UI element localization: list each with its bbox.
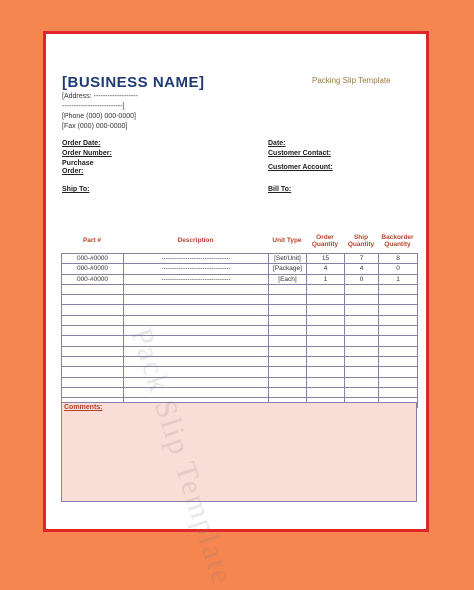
table-cell-back[interactable] (379, 284, 418, 294)
table-cell-unit[interactable] (269, 315, 307, 325)
table-cell-order[interactable] (307, 387, 345, 397)
table-cell-order[interactable] (307, 346, 345, 356)
table-cell-order[interactable] (307, 367, 345, 377)
table-cell-part[interactable] (62, 326, 124, 336)
table-row (62, 254, 418, 264)
table-cell-desc[interactable] (124, 295, 269, 305)
business-name: [BUSINESS NAME] (62, 74, 205, 91)
table-cell-order[interactable] (307, 284, 345, 294)
table-cell-desc[interactable] (124, 315, 269, 325)
table-cell-part[interactable]: 000-#0000 (62, 274, 124, 284)
table-cell-ship[interactable] (345, 387, 379, 397)
table-row (62, 356, 418, 366)
col-part-number: Part # (82, 237, 102, 244)
table-cell-part[interactable] (62, 346, 124, 356)
table-cell-ship[interactable] (345, 356, 379, 366)
table-cell-back[interactable]: 0 (379, 264, 418, 274)
table-cell-back[interactable]: 1 (379, 274, 418, 284)
table-cell-desc[interactable]: -------------------------------- (124, 254, 269, 264)
table-cell-desc[interactable] (124, 284, 269, 294)
table-cell-order[interactable]: 1 (307, 274, 345, 284)
items-table (61, 253, 418, 408)
table-cell-unit[interactable] (269, 356, 307, 366)
table-cell-unit[interactable]: [Each] (269, 274, 307, 284)
table-cell-ship[interactable] (345, 295, 379, 305)
table-row (62, 377, 418, 387)
table-cell-part[interactable]: 000-#0000 (62, 264, 124, 274)
col-ship-quantity: Ship Quantity (347, 234, 375, 248)
table-cell-ship[interactable] (345, 377, 379, 387)
table-row (62, 367, 418, 377)
table-row (62, 315, 418, 325)
table-cell-order[interactable] (307, 315, 345, 325)
comments-box[interactable] (61, 402, 417, 502)
customer-contact-label: Customer Contact: (268, 150, 332, 157)
table-cell-order[interactable]: 4 (307, 264, 345, 274)
table-cell-back[interactable] (379, 336, 418, 346)
ship-to-label: Ship To: (62, 186, 90, 193)
bill-to-label: Bill To: (268, 186, 292, 193)
table-cell-back[interactable] (379, 305, 418, 315)
table-cell-back[interactable] (379, 377, 418, 387)
col-order-quantity: Order Quantity (311, 234, 339, 248)
order-date-label: Order Date: (62, 140, 101, 147)
table-cell-order[interactable] (307, 305, 345, 315)
table-cell-ship[interactable] (345, 284, 379, 294)
table-cell-unit[interactable] (269, 305, 307, 315)
packing-slip-document (43, 31, 429, 590)
table-row (62, 295, 418, 305)
table-cell-ship[interactable]: 7 (345, 254, 379, 264)
table-row (62, 264, 418, 274)
table-cell-back[interactable] (379, 326, 418, 336)
purchase-order-label-1: Purchase (62, 160, 94, 167)
table-row (62, 274, 418, 284)
phone-number: [Phone (000) 000-0000] (62, 113, 136, 120)
table-row (62, 305, 418, 315)
table-cell-unit[interactable]: [Package] (269, 264, 307, 274)
table-cell-desc[interactable]: -------------------------------- (124, 274, 269, 284)
table-cell-part[interactable] (62, 295, 124, 305)
table-cell-order[interactable] (307, 377, 345, 387)
table-cell-ship[interactable] (345, 305, 379, 315)
purchase-order-label-2: Order: (62, 168, 84, 175)
col-description: Description (177, 237, 214, 244)
table-cell-back[interactable] (379, 367, 418, 377)
table-row (62, 284, 418, 294)
table-cell-back[interactable]: 8 (379, 254, 418, 264)
table-cell-ship[interactable] (345, 346, 379, 356)
table-cell-part[interactable] (62, 367, 124, 377)
table-cell-part[interactable] (62, 377, 124, 387)
table-cell-ship[interactable]: 4 (345, 264, 379, 274)
table-cell-desc[interactable] (124, 305, 269, 315)
table-cell-unit[interactable] (269, 387, 307, 397)
table-cell-part[interactable]: 000-#0000 (62, 254, 124, 264)
date-label: Date: (268, 140, 286, 147)
table-cell-unit[interactable] (269, 367, 307, 377)
table-cell-back[interactable] (379, 387, 418, 397)
col-backorder-quantity: Backorder Quantity (381, 234, 414, 248)
table-cell-order[interactable] (307, 356, 345, 366)
table-cell-unit[interactable] (269, 346, 307, 356)
table-row (62, 387, 418, 397)
address-line-2: --------------------------] (62, 103, 125, 110)
table-cell-unit[interactable] (269, 377, 307, 387)
table-cell-back[interactable] (379, 346, 418, 356)
table-cell-back[interactable] (379, 315, 418, 325)
table-cell-ship[interactable] (345, 315, 379, 325)
table-cell-unit[interactable] (269, 336, 307, 346)
order-number-label: Order Number: (62, 150, 112, 157)
comments-label: Comments: (64, 404, 103, 411)
template-title: Packing Slip Template (312, 76, 391, 85)
table-cell-back[interactable] (379, 295, 418, 305)
table-row (62, 346, 418, 356)
address-line: [Address: ------------------- (62, 93, 138, 100)
table-cell-unit[interactable] (269, 284, 307, 294)
table-row (62, 326, 418, 336)
watermark: Pack Slip Template (124, 324, 239, 590)
table-cell-order[interactable] (307, 295, 345, 305)
col-unit-type: Unit Type (272, 237, 302, 244)
table-cell-unit[interactable]: [Set/Unit] (269, 254, 307, 264)
table-cell-order[interactable] (307, 326, 345, 336)
table-cell-unit[interactable] (269, 295, 307, 305)
table-cell-part[interactable] (62, 387, 124, 397)
table-cell-part[interactable] (62, 284, 124, 294)
table-cell-unit[interactable] (269, 326, 307, 336)
fax-number: [Fax (000) 000-0000] (62, 123, 128, 130)
table-cell-ship[interactable]: 0 (345, 274, 379, 284)
table-cell-ship[interactable] (345, 336, 379, 346)
company-address-block (62, 92, 138, 132)
table-row (62, 336, 418, 346)
table-cell-back[interactable] (379, 356, 418, 366)
table-cell-ship[interactable] (345, 326, 379, 336)
table-cell-ship[interactable] (345, 367, 379, 377)
table-cell-part[interactable] (62, 305, 124, 315)
customer-account-label: Customer Account: (268, 164, 333, 171)
table-cell-order[interactable] (307, 336, 345, 346)
table-cell-part[interactable] (62, 336, 124, 346)
table-cell-desc[interactable]: -------------------------------- (124, 264, 269, 274)
table-cell-part[interactable] (62, 356, 124, 366)
table-cell-part[interactable] (62, 315, 124, 325)
table-cell-order[interactable]: 15 (307, 254, 345, 264)
